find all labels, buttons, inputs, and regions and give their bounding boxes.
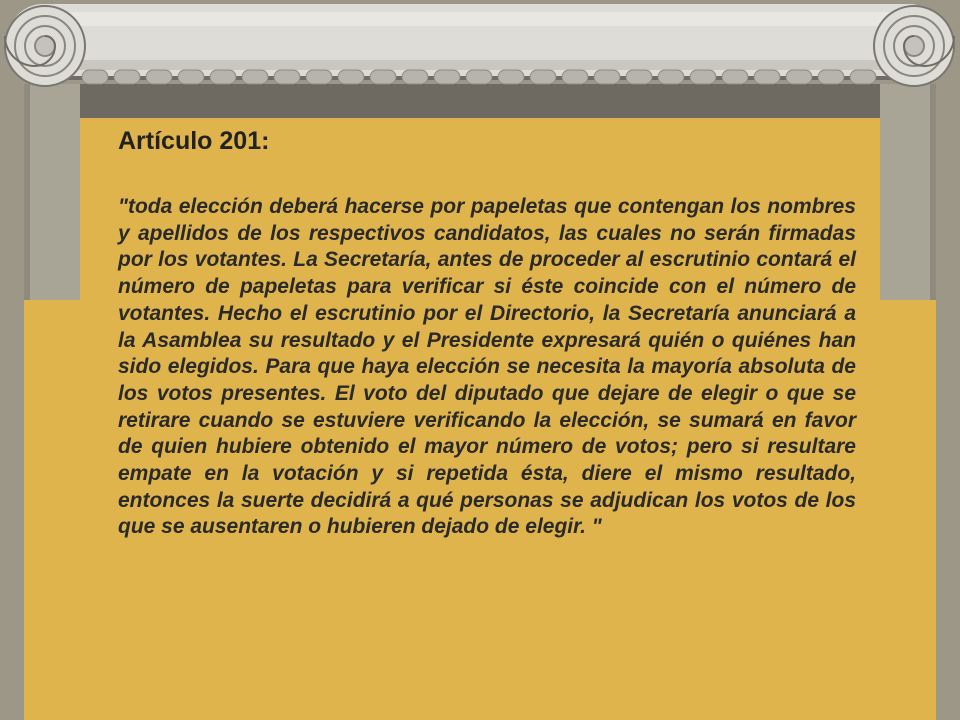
dentil-row	[82, 70, 876, 84]
spiral-volute-right-icon	[874, 6, 954, 86]
spiral-volute-left-icon	[5, 6, 85, 86]
article-text: "toda elección deberá hacerse por papeletas que contengan los nombres y apellidos de los respectivos candidatos, las cuales no serán firmadas por los votantes. La Secretaría, antes de proceder al escrutinio contará el número de papeletas para verificar si éste coincide con el número de votantes. Hecho el escrutinio por el Directorio, la Secretaría anunciará a la Asamblea su resultado y el Presidente expresará quién o quiénes han sido elegidos. Para que haya elección se necesita la mayoría absoluta de los votos presentes. El voto del diputado que dejare de elegir o que se retirare cuando se estuviere verificando la elección, se sumará en favor de quien hubiere obtenido el mayor número de votos; pero si resultare empate en la votación y si repetida ésta, diere el mismo resultado, entonces la suerte decidirá a qué personas se adjudican los votos de los que se ausentaren o hubieren dejado de elegir. "	[118, 195, 856, 539]
right-column-shaft	[880, 84, 936, 300]
left-column-shaft	[24, 84, 80, 300]
capital-slab	[8, 4, 948, 80]
slide-title: Artículo 201:	[118, 127, 270, 155]
capital-band	[80, 84, 880, 118]
content-area	[118, 124, 856, 541]
